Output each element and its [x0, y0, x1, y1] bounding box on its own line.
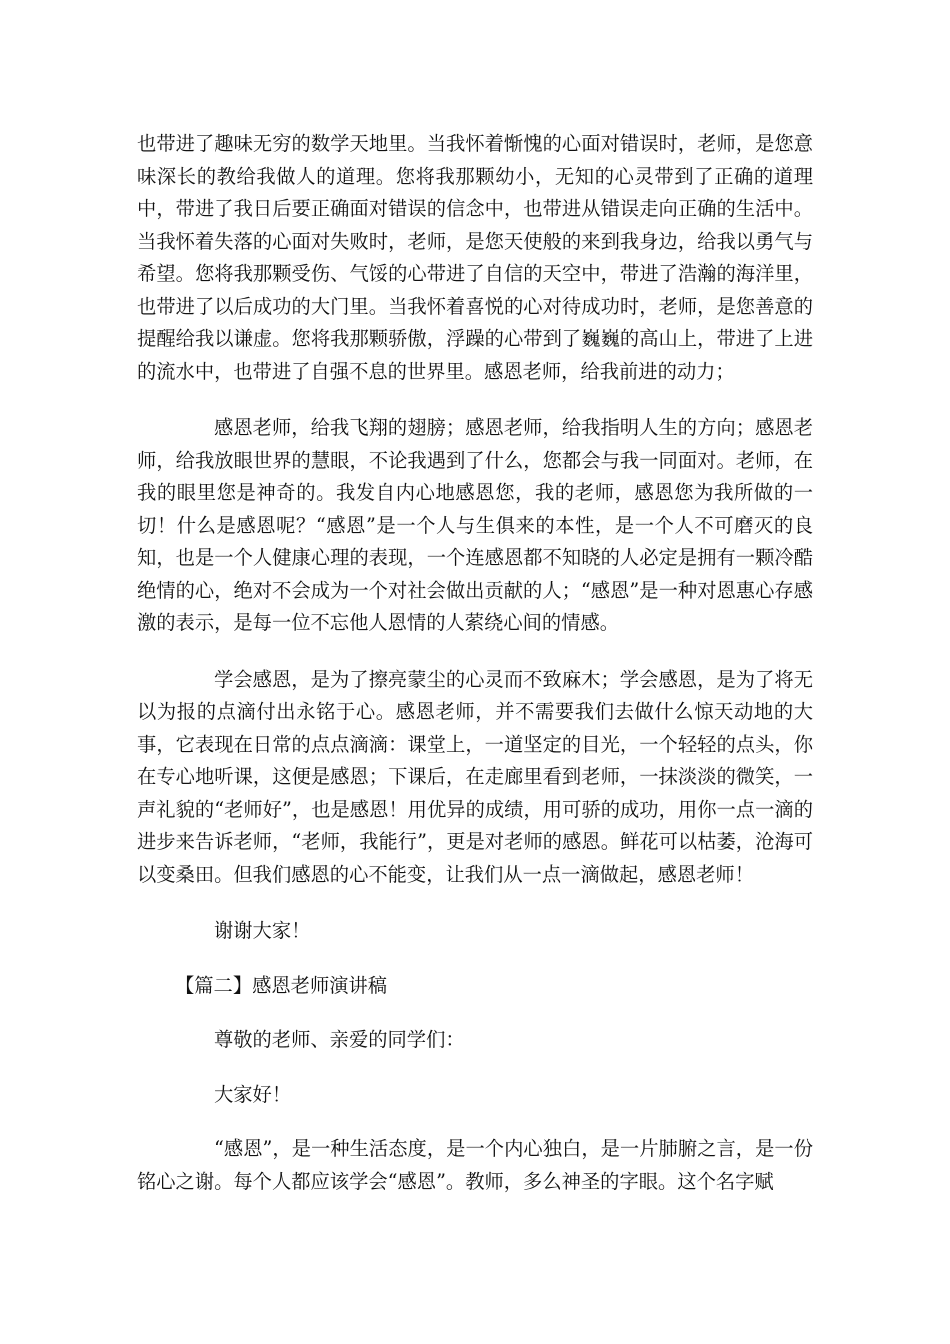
thanks-line: 谢谢大家！ — [214, 919, 311, 942]
body-paragraph-4: “感恩”，是一种生活态度，是一个内心独白，是一片肺腑之言，是一份铭心之谢。每个人都应该学会“感恩”。教师，多么神圣的字眼。这个名字赋 — [137, 1137, 813, 1193]
salutation-line: 尊敬的老师、亲爱的同学们： — [214, 1028, 465, 1051]
body-paragraph-3: 学会感恩，是为了擦亮蒙尘的心灵而不致麻木；学会感恩，是为了将无以为报的点滴付出永铭于心。感恩老师，并不需要我们去做什么惊天动地的大事，它表现在日常的点点滴滴：课堂上，一道坚定的目光，一个轻轻的点头，你在专心地听课，这便是感恩；下课后，在走廊里看到老师，一抹淡淡的微笑，一声礼貌的“老师好”，也是感恩！用优异的成绩，用可骄的成功，用你一点一滴的进步来告诉老师，“老师，我能行”，更是对老师的感恩。鲜花可以枯萎，沧海可以变桑田。但我们感恩的心不能变，让我们从一点一滴做起，感恩老师！ — [137, 667, 813, 886]
body-paragraph-2: 感恩老师，给我飞翔的翅膀；感恩老师，给我指明人生的方向；感恩老师，给我放眼世界的慧眼，不论我遇到了什么，您都会与我一同面对。老师，在我的眼里您是神奇的。我发自内心地感恩您，我的老师，感恩您为我所做的一切！什么是感恩呢？“感恩”是一个人与生俱来的本性，是一个人不可磨灭的良知，也是一个人健康心理的表现，一个连感恩都不知晓的人必定是拥有一颗冷酷绝情的心，绝对不会成为一个对社会做出贡献的人；“感恩”是一种对恩惠心存感激的表示，是每一位不忘他人恩情的人萦绕心间的情感。 — [137, 416, 813, 634]
body-paragraph-1: 也带进了趣味无穷的数学天地里。当我怀着惭愧的心面对错误时，老师，是您意味深长的教给我做人的道理。您将我那颗幼小，无知的心灵带到了正确的道理中，带进了我日后要正确面对错误的信念中，也带进从错误走向正确的生活中。当我怀着失落的心面对失败时，老师，是您天使般的来到我身边，给我以勇气与希望。您将我那颗受伤、气馁的心带进了自信的天空中，带进了浩瀚的海洋里，也带进了以后成功的大门里。当我怀着喜悦的心对待成功时，老师，是您善意的提醒给我以谦虚。您将我那颗骄傲，浮躁的心带到了巍巍的高山上，带进了上进的流水中，也带进了自强不息的世界里。感恩老师，给我前进的动力； — [137, 132, 813, 383]
section-heading: 【篇二】感恩老师演讲稿 — [175, 973, 388, 997]
greeting-line: 大家好！ — [214, 1082, 292, 1106]
